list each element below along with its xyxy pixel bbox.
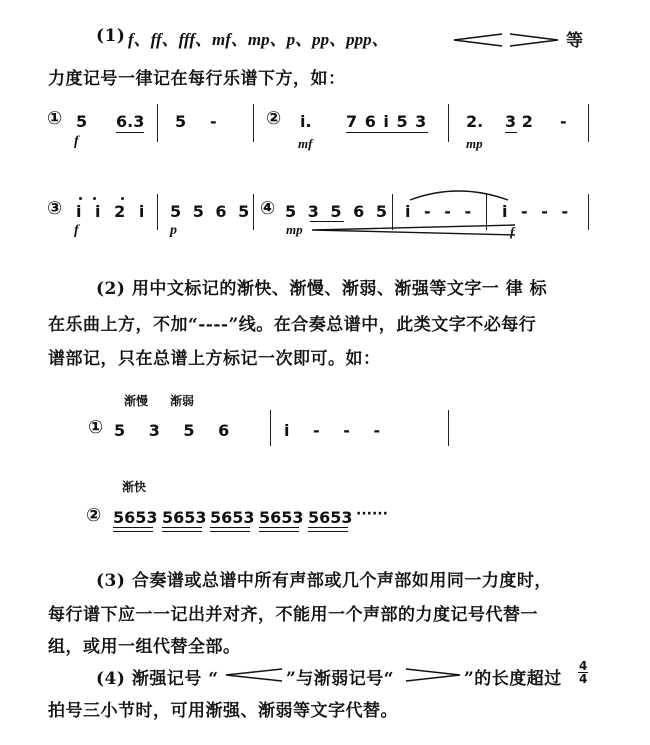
ex2-note-d: 3 2 [505,112,533,131]
ellipsis: ······ [356,506,388,522]
time-signature-fraction [578,660,588,685]
crescendo-sign-icon [224,668,284,682]
ex3-dynamic-f: f [74,223,79,238]
ex6-underline [308,531,348,532]
dynamic-marks-list: f、ff、fff、mf、mp、p、pp、ppp、 [128,30,389,49]
ex4-underline [310,221,344,222]
tempo-label-softer: 渐弱 [170,394,195,408]
ex1-note-c: 5 [175,112,187,131]
ex4-notes-c: i - - - [502,202,573,221]
crescendo-hairpin-icon [310,224,520,238]
ex6-underline [113,527,153,528]
para4-part3: ”的长度超过 [464,669,562,689]
barline [253,194,254,230]
barline [448,104,449,142]
example-number-2: ② [266,108,282,129]
ex5-notes: 5 3 5 6 [114,421,230,440]
ex6-underline [308,527,348,528]
para3-line1: (3) 合奏谱或总谱中所有声部或几个声部如用同一力度时， [96,571,552,591]
ex6-group: 5653 [210,508,255,527]
ex2-underline [505,132,517,133]
ex4-dynamic-f: f [510,224,515,239]
ex3-notes-b: 5 5 6 5 [170,202,253,221]
ex4-notes-b: i - - - [405,202,476,221]
example-number-2: ② [86,505,102,526]
para1-tail: 等 [566,31,584,51]
example-number-4: ④ [260,198,276,219]
high-dot [121,197,124,200]
high-dot [79,197,82,200]
ex6-group: 5653 [308,508,353,527]
ex4-dynamic-mp: mp [286,222,303,237]
para4-line2: 拍号三小节时，可用渐强、渐弱等文字代替。 [48,701,398,721]
ex2-dynamic-mf: mf [298,136,313,151]
barline [448,410,449,446]
ex3-notes-a: i i 2 i [76,202,149,221]
ex1-dynamic-f: f [74,134,79,149]
tempo-label-faster: 渐快 [122,480,147,494]
para1-number: (1) [96,26,126,46]
ex6-underline [162,527,202,528]
example-number-1: ① [88,417,104,438]
ex1-underline [116,132,144,133]
fraction-numerator: 4 [579,659,588,673]
barline [588,104,589,142]
ex2-note-c: 2. [466,112,484,131]
ex2-dynamic-mp: mp [466,136,483,151]
para1-line2: 力度记号一律记在每行乐谱下方，如： [48,69,346,89]
ex6-underline [259,531,299,532]
ex6-underline [162,531,202,532]
example-number-1: ① [47,108,63,129]
para3-line3: 组，或用一组代替全部。 [48,637,241,657]
ex6-group: 5653 [113,508,158,527]
ex4-notes-a: 5 3 5 6 5 [285,202,390,221]
para2-line1: (2) 用中文标记的渐快、渐慢、渐弱、渐强等文字一 律 标 [96,279,548,299]
fraction-denominator: 4 [579,672,588,686]
ex6-underline [210,531,250,532]
ex1-note-a: 5 [76,112,88,131]
barline [270,410,271,446]
example-number-3: ③ [47,198,63,219]
para4-part2: ”与渐弱记号“ [286,669,395,689]
ex6-underline [113,531,153,532]
ex2-dash: - [560,112,567,131]
ex2-note-a: i. [300,112,312,131]
tempo-label-slower: 渐慢 [124,394,149,408]
barline [588,194,589,230]
ex6-underline [259,527,299,528]
ex5-notes-b: i - - - [284,421,381,440]
hairpins-icon [452,32,562,48]
para3-line2: 每行谱下应一一记出并对齐，不能用一个声部的力度记号代替一 [48,605,538,625]
para4-part1: (4) 渐强记号 “ [96,669,219,689]
barline [157,194,158,230]
barline [253,104,254,142]
high-dot [93,197,96,200]
ex3-dynamic-p: p [170,223,177,238]
para2-line2: 在乐曲上方，不加“----”线。在合奏总谱中，此类文字不必每行 [48,315,537,335]
ex1-dash: - [210,112,217,131]
para2-line3: 谱部记，只在总谱上方标记一次即可。如： [48,349,381,369]
ex6-group: 5653 [162,508,207,527]
barline [157,104,158,142]
ex6-group: 5653 [259,508,304,527]
tie-arc-icon [408,186,513,202]
ex2-underline [346,132,428,133]
ex2-note-b: 7 6 i 5 3 [346,112,428,131]
ex6-underline [210,527,250,528]
decrescendo-sign-icon [404,668,462,682]
ex1-note-b: 6.3 [116,112,145,131]
